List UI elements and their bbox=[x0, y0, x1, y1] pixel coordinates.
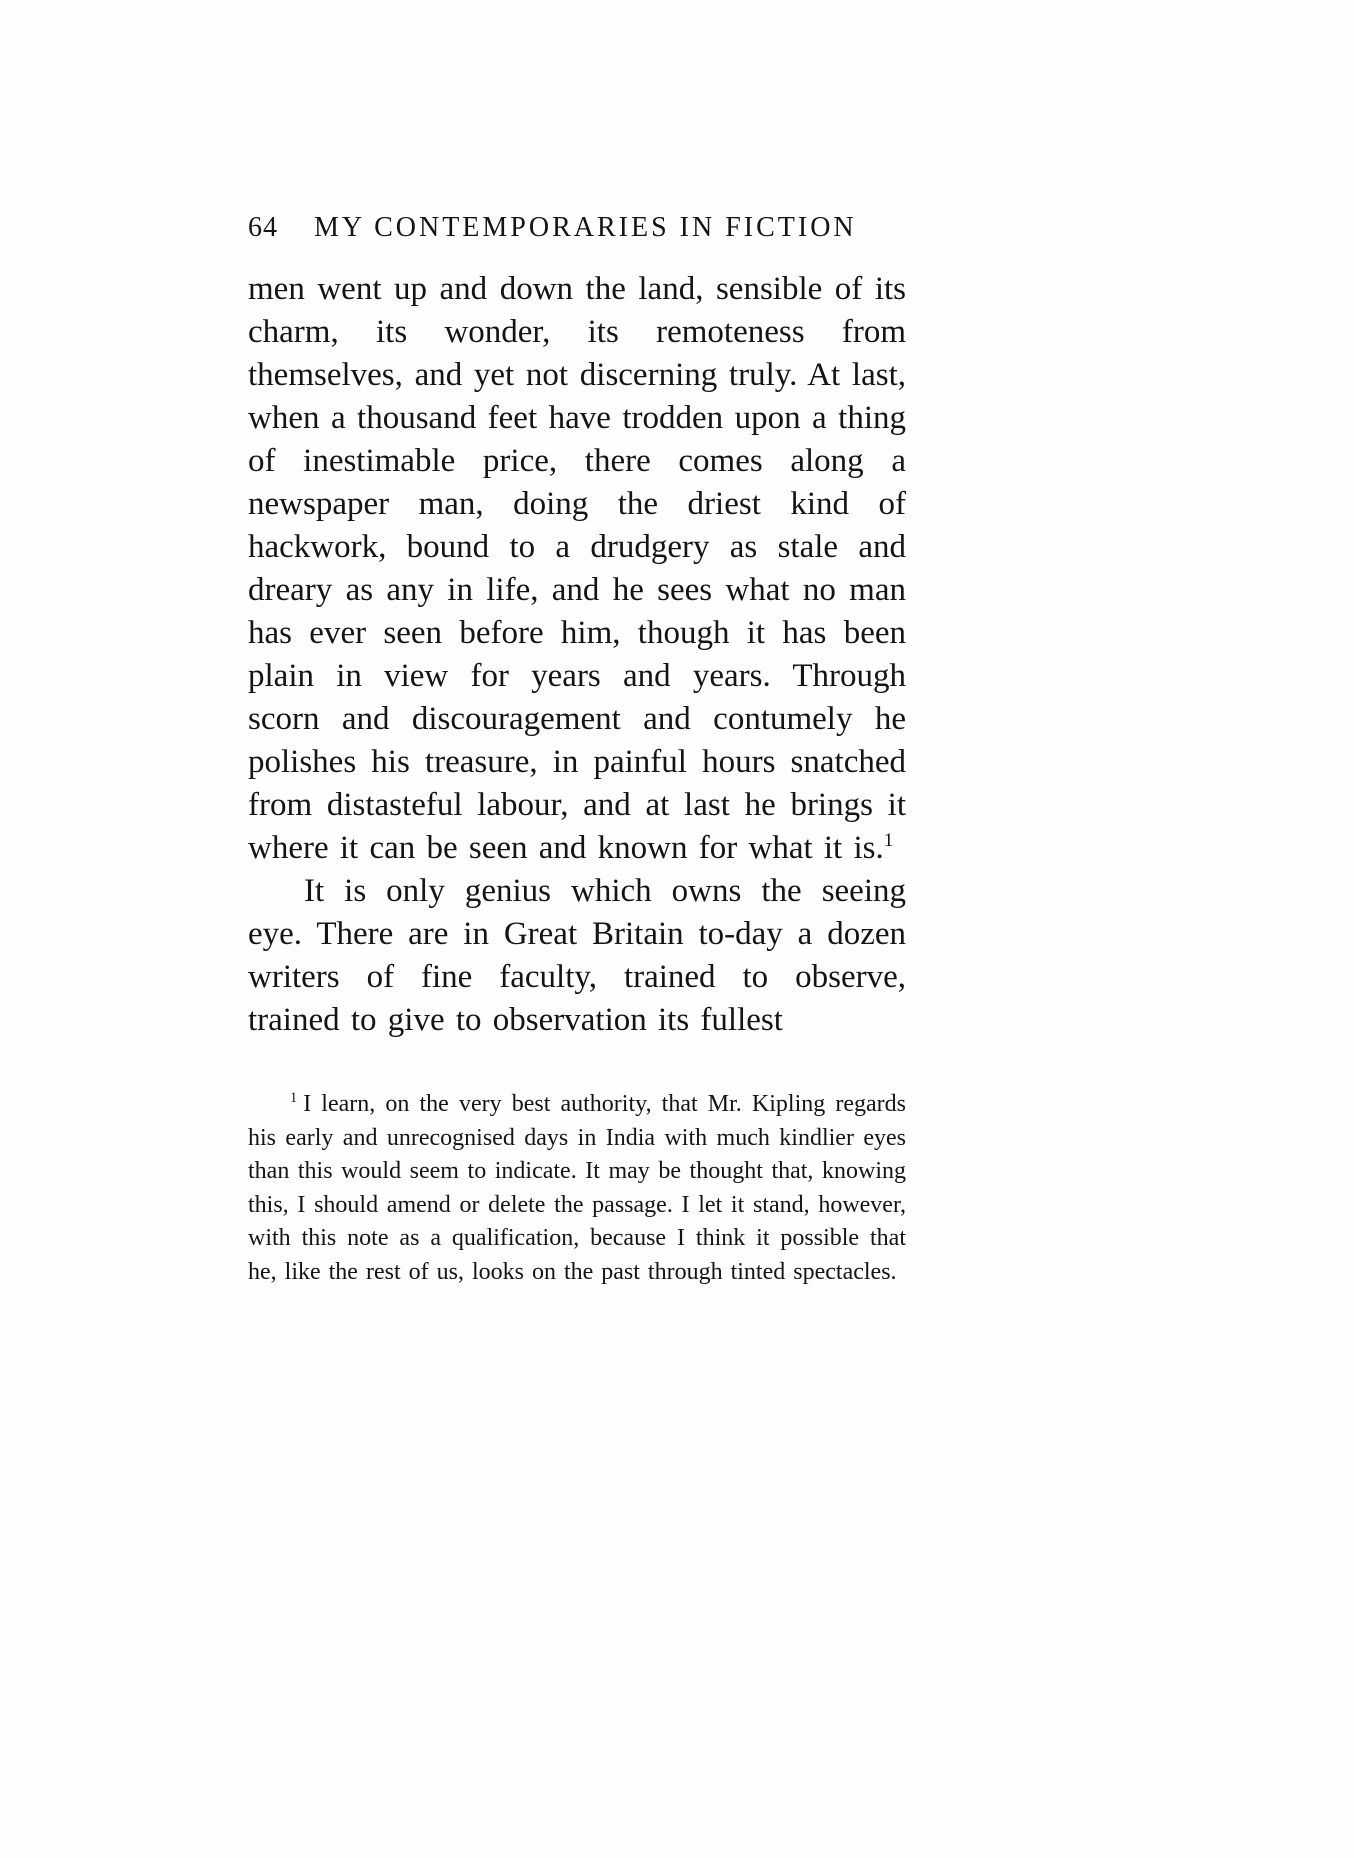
paragraph-1-text: men went up and down the land, sensible of its charm, its wonder, its remoteness from themselves, and yet not discerning truly. At last, when a thousand feet have trodden upon a thing of inestimable price, there comes along a newspaper man, doing the driest kind of hackwork, bound to a drudgery as stale and dreary as any in life, and he sees what no man has ever seen before him, though it has been plain in view for years and years. Through scorn and discouragement and contumely he polishes his treasure, in painful hours snatched from distasteful labour, and at last he brings it where it can be seen and known for what it is. bbox=[248, 271, 906, 866]
footnote bbox=[248, 1088, 906, 1289]
footnote-text: I learn, on the very best authority, that Mr. Kipling regards his early and unrecognised days in India with much kindlier eyes than this would seem to indicate. It may be thought that, knowing this, I should amend or delete the passage. I let it stand, however, with this note as a qualification, because I think it possible that he, like the rest of us, looks on the past through tinted spectacles. bbox=[248, 1091, 906, 1285]
page-number: 64 bbox=[248, 212, 278, 243]
footnote-paragraph bbox=[248, 1088, 906, 1289]
paragraph-1 bbox=[248, 268, 906, 870]
footnote-marker: 1 bbox=[290, 1090, 298, 1106]
page-header bbox=[248, 212, 906, 244]
footnote-reference: 1 bbox=[883, 830, 894, 851]
running-title: MY CONTEMPORARIES IN FICTION bbox=[314, 212, 857, 243]
paragraph-2: It is only genius which owns the seeing eye. There are in Great Britain to-day a dozen writers of fine faculty, trained to observe, trained to give to observation its fullest bbox=[248, 873, 906, 1038]
page-content bbox=[248, 212, 906, 1289]
body-text bbox=[248, 268, 906, 1042]
